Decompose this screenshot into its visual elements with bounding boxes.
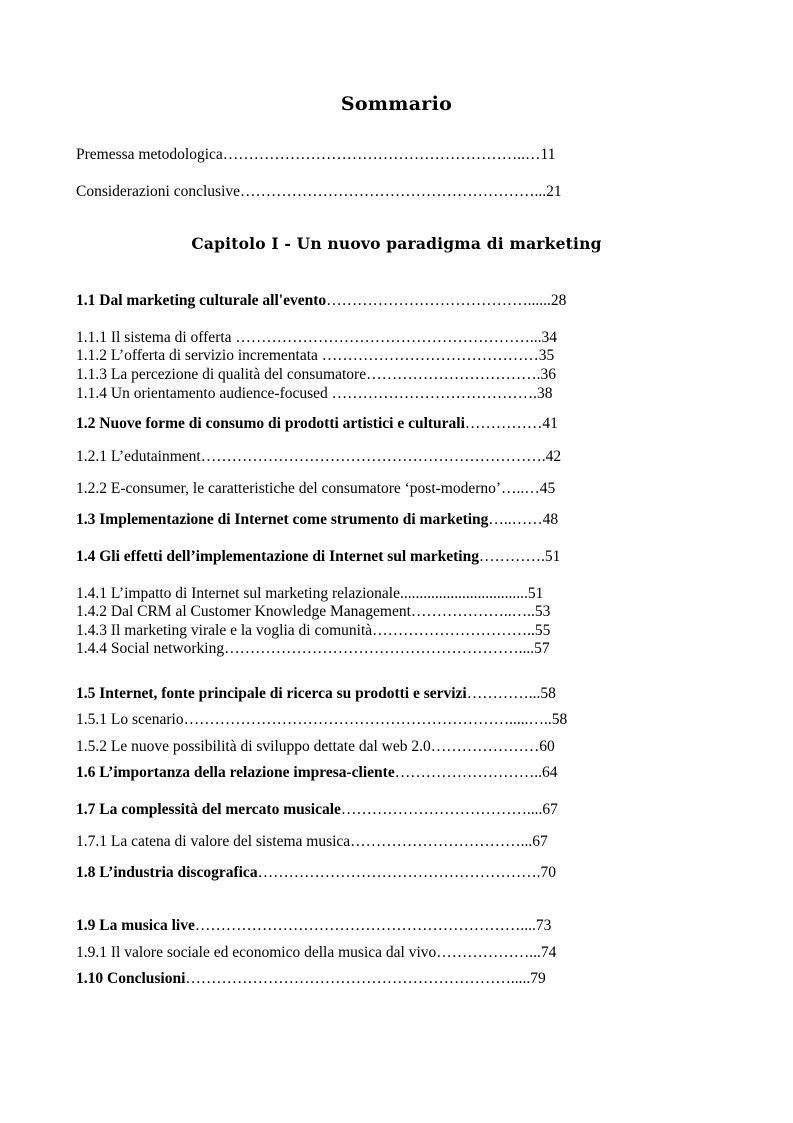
toc-entry-text: 1.4.3 Il marketing virale e la voglia di comunità…………………………..55	[76, 622, 551, 639]
toc-entry-text: Premessa metodologica…………………………………………………..…11	[76, 146, 556, 163]
toc-entry-text: 1.2.1 L’edutainment………………………………………………………….42	[76, 448, 562, 465]
toc-subsection-1-1-1[interactable]	[76, 329, 557, 347]
toc-leader-page: ………………………..64	[394, 764, 558, 781]
toc-section-1-4[interactable]	[76, 548, 560, 566]
toc-entry-text: 1.4.2 Dal CRM al Customer Knowledge Management………………..…..53	[76, 603, 551, 620]
toc-section-title: 1.2 Nuove forme di consumo di prodotti artistici e culturali	[76, 415, 465, 432]
toc-section-title: 1.3 Implementazione di Internet come strumento di marketing	[76, 511, 489, 528]
toc-section-title: 1.4 Gli effetti dell’implementazione di Internet sul marketing	[76, 548, 479, 565]
toc-section-title: 1.1 Dal marketing culturale all'evento	[76, 292, 327, 309]
toc-entry-text: Considerazioni conclusive…………………………………………………...21	[76, 183, 562, 200]
toc-entry-text: 1.1.1 Il sistema di offerta …………………………………………………...34	[76, 329, 558, 346]
toc-subsection-1-1-2[interactable]	[76, 347, 554, 365]
toc-subsection-1-5-1[interactable]	[76, 711, 567, 729]
toc-leader-page: ………………………………....67	[340, 801, 558, 818]
toc-section-1-10[interactable]	[76, 970, 546, 988]
toc-subsection-1-1-3[interactable]	[76, 366, 556, 384]
toc-leader-page: ………….51	[478, 548, 561, 565]
toc-section-title: 1.10 Conclusioni	[76, 970, 186, 987]
toc-subsection-1-4-4[interactable]	[76, 640, 550, 658]
toc-entry-text: 1.7.1 La catena di valore del sistema musica……………………………...67	[76, 833, 548, 850]
toc-section-title: 1.7 La complessità del mercato musicale	[76, 801, 341, 818]
toc-section-1-5[interactable]	[76, 685, 556, 703]
toc-subsection-1-2-2[interactable]	[76, 480, 555, 498]
toc-entry-text: 1.1.2 L’offerta di servizio incrementata ……………………………………35	[76, 347, 555, 364]
toc-subsection-1-7-1[interactable]	[76, 833, 548, 851]
toc-entry-premessa[interactable]	[76, 146, 555, 164]
toc-section-title: 1.8 L’industria discografica	[76, 864, 258, 881]
toc-entry-text: 1.2.2 E-consumer, le caratteristiche del consumatore ‘post-moderno’…..…45	[76, 480, 556, 497]
toc-section-1-9[interactable]	[76, 917, 551, 935]
chapter-heading: Capitolo I - Un nuovo paradigma di marketing	[191, 234, 602, 253]
toc-leader-page: ……………41	[464, 415, 558, 432]
toc-subsection-1-4-2[interactable]	[76, 603, 550, 621]
toc-entry-considerazioni[interactable]	[76, 183, 562, 201]
toc-subsection-1-2-1[interactable]	[76, 448, 561, 466]
toc-subsection-1-1-4[interactable]	[76, 385, 553, 403]
toc-subsection-1-4-1[interactable]	[76, 585, 543, 603]
toc-section-1-7[interactable]	[76, 801, 558, 819]
toc-entry-text: 1.5.1 Lo scenario……………………………………………………….....…..58	[76, 711, 568, 728]
toc-entry-text: 1.5.2 Le nuove possibilità di sviluppo dettate dal web 2.0…………………60	[76, 738, 555, 755]
toc-section-title: 1.5 Internet, fonte principale di ricerca su prodotti e servizi	[76, 685, 467, 702]
toc-leader-page: ………………………………………………………....73	[194, 917, 552, 934]
toc-entry-text: 1.4.1 L’impatto di Internet sul marketing relazionale.................................51	[76, 585, 544, 602]
toc-leader-page: ……………………………………………………….....79	[185, 970, 546, 987]
toc-subsection-1-5-2[interactable]	[76, 738, 555, 756]
toc-subsection-1-9-1[interactable]	[76, 944, 556, 962]
toc-section-1-8[interactable]	[76, 864, 556, 882]
toc-section-1-6[interactable]	[76, 764, 557, 782]
toc-entry-text: 1.4.4 Social networking…………………………………………………....57	[76, 640, 550, 657]
toc-section-1-2[interactable]	[76, 415, 558, 433]
toc-entry-text: 1.9.1 Il valore sociale ed economico della musica dal vivo………………...74	[76, 944, 557, 961]
toc-section-1-1[interactable]	[76, 292, 566, 310]
toc-entry-text: 1.1.3 La percezione di qualità del consumatore…………………………….36	[76, 366, 556, 383]
toc-entry-text: 1.1.4 Un orientamento audience-focused ………………………………….38	[76, 385, 553, 402]
toc-leader-page: ……………………………………………….70	[257, 864, 556, 881]
toc-leader-page: …………...58	[466, 685, 556, 702]
toc-section-title: 1.9 La musica live	[76, 917, 195, 934]
toc-section-title: 1.6 L’importanza della relazione impresa-cliente	[76, 764, 395, 781]
toc-section-1-3[interactable]	[76, 511, 558, 529]
toc-subsection-1-4-3[interactable]	[76, 622, 550, 640]
toc-leader-page: …………………………………......28	[326, 292, 567, 309]
page-title: Sommario	[340, 93, 453, 115]
toc-leader-page: …..……48	[488, 511, 559, 528]
